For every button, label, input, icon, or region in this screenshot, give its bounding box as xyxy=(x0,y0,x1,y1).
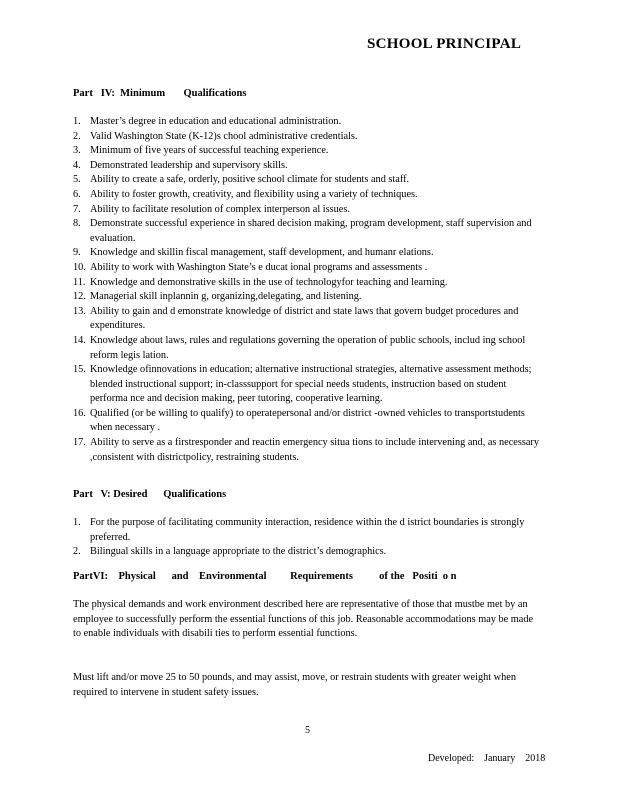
list-item-number: 7. xyxy=(73,203,81,215)
part-iv-heading: Part IV: Minimum Qualifications xyxy=(73,88,247,99)
list-item-text: Demonstrate successful experience in shared decision making, program development, staff supervision and evaluation. xyxy=(90,218,532,244)
list-item-text: Ability to foster growth, creativity, and flexibility using a variety of techniques. xyxy=(90,188,418,200)
list-item-number: 4. xyxy=(73,159,81,171)
developed-date: Developed: January 2018 xyxy=(428,753,546,764)
part-v-heading: Part V: Desired Qualifications xyxy=(73,489,227,500)
list-item-number: 11. xyxy=(73,276,86,288)
list-item xyxy=(73,290,543,305)
lifting-requirements-paragraph: Must lift and/or move 25 to 50 pounds, and may assist, move, or restrain students with greater weight when required to intervene in student safety issues. xyxy=(73,672,516,698)
list-item-text: Ability to gain and d emonstrate knowledge of district and state laws that govern budget procedures and expenditures. xyxy=(90,305,519,332)
list-item xyxy=(73,261,543,276)
list-item-text: Knowledge and skillin fiscal management, staff development, and humanr elations. xyxy=(90,247,434,259)
list-item-text: Ability to work with Washington State’s e ducat ional programs and assessments . xyxy=(90,261,428,273)
list-item-text: Valid Washington State (K-12)s chool administrative credentials. xyxy=(90,130,358,142)
list-item xyxy=(73,130,543,145)
physical-demands-paragraph: The physical demands and work environment described here are representative of those that mustbe met by an employee to successfully perform the essential functions of this job. Reasonable accommodations may be made to enable individuals with disabili ties to perform essential functions. xyxy=(73,599,534,640)
list-item xyxy=(73,545,543,560)
page-title: SCHOOL PRINCIPAL xyxy=(367,36,522,52)
list-item xyxy=(73,188,543,203)
list-item-text: Managerial skill inplannin g, organizing,delegating, and listening. xyxy=(90,291,362,303)
list-item-number: 16. xyxy=(73,407,86,419)
list-item xyxy=(73,407,543,436)
list-item-number: 1. xyxy=(73,517,81,528)
list-item-text: Bilingual skills in a language appropriate to the district’s demographics. xyxy=(90,546,387,558)
list-item-number: 1. xyxy=(73,116,81,127)
list-item xyxy=(73,173,543,188)
list-item-number: 2. xyxy=(73,546,81,558)
list-item xyxy=(73,363,543,407)
list-item-number: 17. xyxy=(73,437,86,449)
minimum-qualifications-list xyxy=(73,115,543,465)
list-item xyxy=(73,334,543,363)
list-item-number: 14. xyxy=(73,334,86,346)
list-item xyxy=(73,144,543,159)
list-item-number: 10. xyxy=(73,261,86,273)
page-number: 5 xyxy=(305,725,310,736)
list-item-text: Qualified (or be willing to qualify) to operatepersonal and/or district -owned vehicles to transportstudents when necessary . xyxy=(90,407,525,434)
list-item-number: 13. xyxy=(73,305,86,317)
list-item-text: Minimum of five years of successful teaching experience. xyxy=(90,145,329,157)
list-item-number: 2. xyxy=(73,130,81,142)
list-item xyxy=(73,436,543,465)
list-item xyxy=(73,246,543,261)
list-item-text: Knowledge and demonstrative skills in the use of technologyfor teaching and learning. xyxy=(90,276,448,288)
list-item-text: Demonstrated leadership and supervisory skills. xyxy=(90,159,288,171)
list-item-number: 3. xyxy=(73,145,81,157)
list-item-number: 9. xyxy=(73,247,81,259)
list-item-number: 12. xyxy=(73,291,86,303)
list-item-number: 5. xyxy=(73,174,81,186)
list-item-number: 8. xyxy=(73,218,81,230)
list-item-text: Ability to serve as a firstresponder and reactin emergency situa tions to include intervening and, as necessary ,consistent with districtpolicy, restraining students. xyxy=(90,437,540,463)
desired-qualifications-list xyxy=(73,516,543,560)
list-item-text: Master’s degree in education and educational administration. xyxy=(90,116,342,127)
list-item xyxy=(73,516,543,545)
list-item xyxy=(73,305,543,334)
list-item-number: 15. xyxy=(73,364,86,376)
list-item-text: Knowledge about laws, rules and regulations governing the operation of public schools, includ ing school reform legis lation. xyxy=(90,334,526,361)
list-item-text: For the purpose of facilitating community interaction, residence within the d istrict boundaries is strongly preferred. xyxy=(90,517,525,543)
list-item-number: 6. xyxy=(73,188,81,200)
list-item-text: Ability to create a safe, orderly, positive school climate for students and staff. xyxy=(90,174,410,186)
list-item xyxy=(73,203,543,218)
list-item-text: Knowledge ofinnovations in education; alternative instructional strategies, alternative assessment methods; blended instructional support; in-classsupport for special needs students, instruction based on student performa nce and decision making, peer tutoring, cooperative learning. xyxy=(90,364,532,405)
list-item xyxy=(73,159,543,174)
list-item xyxy=(73,276,543,291)
part-vi-heading: PartVI: Physical and Environmental Requirements of the Positi o n xyxy=(73,571,457,582)
list-item xyxy=(73,217,543,246)
list-item-text: Ability to facilitate resolution of complex interperson al issues. xyxy=(90,203,350,215)
list-item xyxy=(73,115,543,130)
